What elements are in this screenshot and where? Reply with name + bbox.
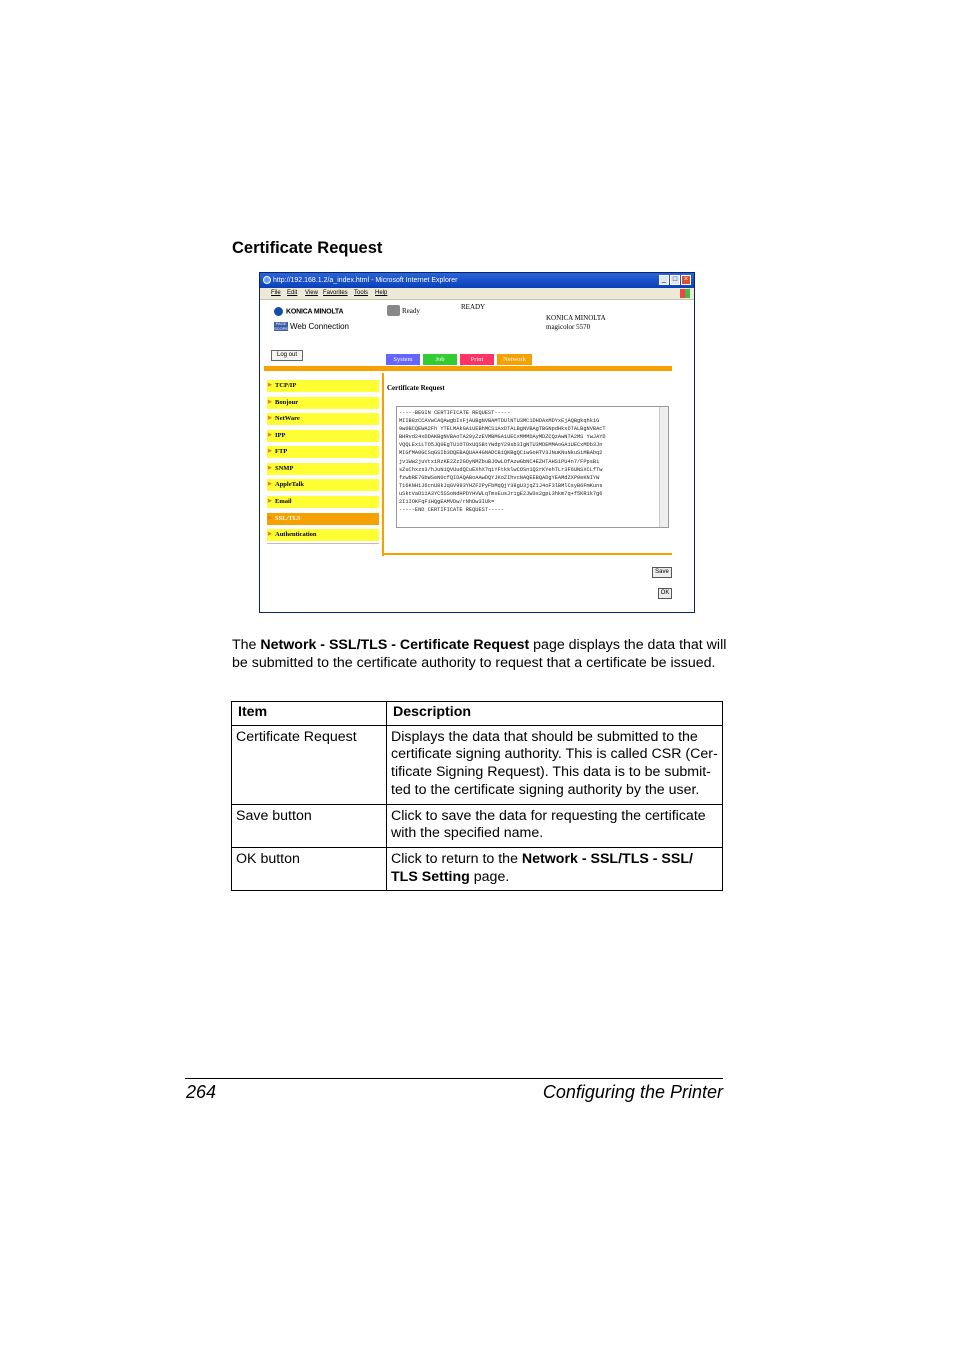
- csr-line: 2I1IOKFqFiHQgEAMVDw/rNhDw3IUk=: [399, 499, 495, 506]
- menu-edit[interactable]: Edit: [287, 290, 298, 296]
- csr-line: T16KNHiJ6cnU8kJqGV993YHZF2PyFbMqQjY38gU3jqZ1J4oF3lBMlCsyB6FmKuns: [399, 482, 603, 489]
- table-header-description: Description: [387, 702, 723, 726]
- nav-item-ssl-tls[interactable]: ▶ SSL/TLS: [267, 513, 379, 525]
- table-row: [232, 847, 723, 890]
- minimize-button[interactable]: _: [659, 275, 669, 285]
- paragraph-prefix: The: [232, 637, 261, 653]
- paragraph-bold: Network - SSL/TLS - Certificate Request: [260, 637, 530, 653]
- logo-product-text: Web Connection: [290, 322, 349, 331]
- status-icon-label: Ready: [402, 307, 420, 315]
- window-title-bar: [260, 273, 694, 288]
- menu-view[interactable]: View: [305, 290, 318, 296]
- menu-help[interactable]: Help: [375, 290, 388, 296]
- nav-item-ftp[interactable]: ▶ FTP: [267, 446, 379, 458]
- csr-line: BHRvd24xDDAKBgNVBAoTA29yZzEVMBMGA1UECxMMMDAyMDZCQzAwNTA2MS YwJAYD: [399, 434, 606, 441]
- csr-line: -----END CERTIFICATE REQUEST-----: [399, 507, 504, 514]
- table-header-item: Item: [232, 702, 387, 726]
- model-vendor: KONICA MINOLTA: [546, 314, 606, 322]
- csr-textarea[interactable]: [396, 406, 669, 528]
- csr-line: MIGfMA0GCSqGSIb3DQEBAQUAA4GNADCBiQKBgQCiwGoHTV3JNuKNuNkuSiMBAbq2: [399, 450, 603, 457]
- window-title: http://192.168.1.2/a_index.html - Microsoft Internet Explorer: [273, 277, 458, 284]
- table-cell-description: Click to save the data for requesting the certificate with the specified name.: [387, 804, 723, 847]
- tab-print[interactable]: Print: [460, 354, 494, 365]
- ie-icon: [263, 276, 271, 284]
- menu-tools[interactable]: Tools: [354, 290, 369, 296]
- nav-item-ipp[interactable]: ▶ IPP: [267, 430, 379, 442]
- close-button[interactable]: ×: [681, 275, 691, 285]
- nav-divider: [267, 543, 379, 544]
- browser-screenshot: [259, 272, 695, 613]
- maximize-button[interactable]: □: [670, 275, 680, 285]
- pagescope-logo: [274, 322, 349, 331]
- tab-underline-bar: [264, 366, 672, 371]
- table-header-row: [232, 702, 723, 726]
- table-cell-item: Certificate Request: [232, 725, 387, 804]
- tab-system[interactable]: System: [386, 354, 420, 365]
- page-number: 264: [186, 1082, 217, 1102]
- status-text: READY: [461, 303, 486, 311]
- csr-line: uSktVaD11A3YC5SSoNdHPDYHVWLqTmxEusJr1gE2JW3s2gpL3hkm7q+f5KR1k7g6: [399, 490, 603, 497]
- description-table: [231, 701, 723, 891]
- menu-bar: [260, 288, 694, 300]
- konica-minolta-globe-icon: [274, 307, 283, 316]
- cell-prefix: Click to return to the: [391, 850, 522, 867]
- csr-line: sZuChxzs3/hJuN1QVUudQCuEXhX7qiYFtkklwCOSn1Q2rKYehTLr3F6UNSXCLfTw: [399, 466, 603, 473]
- pagescope-mark: PAGE SCOPE: [274, 321, 289, 331]
- cell-suffix: page.: [469, 868, 510, 885]
- csr-line: MIIB8zCCAVwCAQAwgbIxFjAUBgNVBAMTDUlNTU3MC1DHDAxMDYxEjAQBgkqhkiG: [399, 418, 600, 425]
- nav-item-bonjour[interactable]: ▶ Bonjour: [267, 397, 379, 409]
- nav-item-authentication[interactable]: ▶ Authentication: [267, 529, 379, 541]
- table-cell-item: OK button: [232, 847, 387, 890]
- csr-line: jv1Ww2juVtxiRzKE2Zz2GOyNMZbuBJOwLOfAzwGbNC4EZHTAHS1PU4n7/FPpsB1: [399, 458, 600, 465]
- nav-item-tcpip[interactable]: ▶ TCP/IP: [267, 380, 379, 392]
- printer-icon: [387, 305, 400, 316]
- windows-flag-icon: [680, 289, 690, 298]
- ok-button[interactable]: OK: [658, 588, 672, 599]
- logout-button[interactable]: Log out: [271, 350, 303, 361]
- footer-section-title: Configuring the Printer: [542, 1082, 723, 1102]
- content-title: Certificate Request: [387, 384, 445, 392]
- logo-brand-text: KONICA MINOLTA: [286, 308, 344, 316]
- table-cell-description: [387, 847, 723, 890]
- nav-item-appletalk[interactable]: ▶ AppleTalk: [267, 479, 379, 491]
- table-cell-description: Displays the data that should be submitted to the certificate signing authority. This is called CSR (Cer-tificate Signing Request). This data is to be submit-ted to the certificate signing authority by the user.: [387, 725, 723, 804]
- csr-scrollbar[interactable]: [659, 407, 668, 527]
- section-title: Certificate Request: [232, 239, 383, 257]
- cell-bold: Network - SSL/TLS - SSL/ TLS Setting: [391, 850, 693, 885]
- nav-item-email[interactable]: ▶ Email: [267, 496, 379, 508]
- nav-item-snmp[interactable]: ▶ SNMP: [267, 463, 379, 475]
- menu-favorites[interactable]: Favorites: [323, 290, 348, 296]
- tab-network[interactable]: Network: [497, 354, 532, 365]
- menu-file[interactable]: File: [271, 290, 281, 296]
- tab-job[interactable]: Job: [423, 354, 457, 365]
- csr-line: 9w0BCQEWA2Fh YTELMAkGA1UEBhMCS1AxDTALBgNVBAgTBGNpdHkxDTALBgNVBAcT: [399, 426, 606, 433]
- footer-rule: [185, 1078, 723, 1079]
- table-row: [232, 725, 723, 804]
- content-divider-vertical: [382, 373, 384, 556]
- csr-line: VQQLEx1LTO5JQ0EgTU1OTOxUQSBtYWdpY29sb3IgNTU3MDEMMAoGA1UECxMDb3Jn: [399, 442, 603, 449]
- nav-item-netware[interactable]: ▶ NetWare: [267, 413, 379, 425]
- save-button[interactable]: Save: [652, 567, 672, 578]
- content-divider-horizontal: [384, 553, 672, 555]
- csr-line: -----BEGIN CERTIFICATE REQUEST-----: [399, 410, 511, 416]
- page-viewport: [262, 300, 692, 612]
- model-name: magicolor 5570: [546, 323, 591, 331]
- konica-minolta-logo: [274, 307, 343, 316]
- table-row: [232, 804, 723, 847]
- csr-line: fzwbRE7GbWSeN0cfQIDAQABoAAwDQYJKoZIhvcNAQEEBQADgYEAMdZXP0eKNIYW: [399, 474, 600, 481]
- description-paragraph: [232, 637, 727, 672]
- paragraph-suffix: page displays the data that will be submitted to the certificate authority to request that a certificate be issued.: [232, 637, 727, 671]
- table-cell-item: Save button: [232, 804, 387, 847]
